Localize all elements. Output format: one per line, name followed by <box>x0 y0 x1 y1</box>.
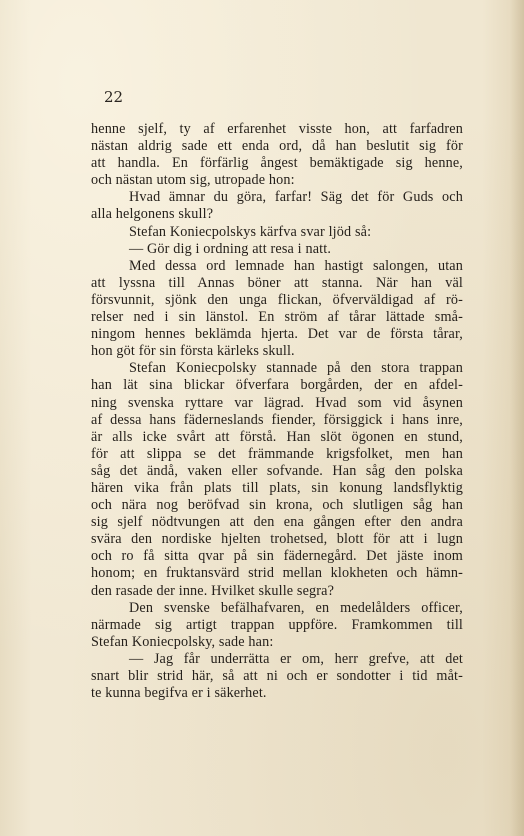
text-line: te kunna begifva er i säkerhet. <box>91 685 267 702</box>
text-line: och nästan utom sig, utropade hon: <box>91 172 295 189</box>
page-number: 22 <box>104 88 124 106</box>
text-line: Stefan Koniecpolskys kärfva svar ljöd så: <box>129 223 372 240</box>
text-line: hon göt för sin första kärleks skull. <box>91 343 295 360</box>
text-line: snart blir strid här, så att ni och er sondotter i tid måt- <box>91 668 463 684</box>
text-line: sig sjelf nödtvungen att den ena gången efter den andra <box>91 514 463 531</box>
text-line: han lät sina blickar öfverfara borgården, der en afdel- <box>91 377 463 394</box>
text-line: henne sjelf, ty af erfarenhet visste hon, att farfadren <box>91 121 463 137</box>
text-line: hären vika från plats till plats, sin konung landsflyktig <box>91 479 463 496</box>
text-line: närmade sig artigt trappan uppföre. Framkommen till <box>91 616 463 633</box>
text-line: är alls icke svårt att förstå. Han slöt ögonen en stund, <box>91 428 463 445</box>
text-line: Stefan Koniecpolsky, sade han: <box>91 633 274 650</box>
text-line: ningom hennes beklämda hjerta. Det var de första tårar, <box>91 326 463 343</box>
text-line: alla helgonens skull? <box>91 206 214 223</box>
body-text <box>91 121 463 702</box>
text-line: honom; en fruktansvärd strid mellan klokheten och hämn- <box>91 565 463 582</box>
text-line: nästan aldrig sade ett enda ord, då han beslutit sig för <box>91 138 463 155</box>
text-line: ning svenska ryttare var lägrad. Hvad som vid åsynen <box>91 394 463 411</box>
text-line: Hvad ämnar du göra, farfar! Säg det för Guds och <box>129 189 463 206</box>
text-line: såg det ändå, vaken eller sofvande. Han såg den polska <box>91 462 463 479</box>
text-line: och nära nog beröfvad sin krona, och slutligen såg han <box>91 497 463 514</box>
text-line: relser ned i sin länstol. En ström af tårar lättade små- <box>91 309 463 326</box>
text-line: — Jag får underrätta er om, herr grefve, att det <box>129 650 463 667</box>
text-line: Den svenske befälhafvaren, en medelålders officer, <box>129 599 463 616</box>
text-line: af dessa hans fäderneslands fiender, försiggick i hans inre, <box>91 411 463 428</box>
text-line: — Gör dig i ordning att resa i natt. <box>129 240 332 257</box>
page-edge-shadow <box>510 0 524 836</box>
text-line: den rasade der inne. Hvilket skulle segra? <box>91 582 335 599</box>
text-line: försvunnit, sjönk den unga flickan, öfverväldigad af rö- <box>91 291 463 308</box>
text-line: att lyssna till Annas böner att stanna. När han väl <box>91 274 463 291</box>
text-line: att handla. En förfärlig ångest bemäktigade sig henne, <box>91 155 463 172</box>
text-line: Med dessa ord lemnade han hastigt salongen, utan <box>129 257 463 274</box>
text-line: och ro få sitta qvar på sin fädernegård. Det jäste inom <box>91 548 463 565</box>
text-line: Stefan Koniecpolsky stannade på den stora trappan <box>129 360 463 377</box>
text-line: för att slippa se det främmande krigsfolket, men han <box>91 445 463 462</box>
text-line: svära den nordiske hjelten trohetsed, blott för att i lugn <box>91 531 463 548</box>
